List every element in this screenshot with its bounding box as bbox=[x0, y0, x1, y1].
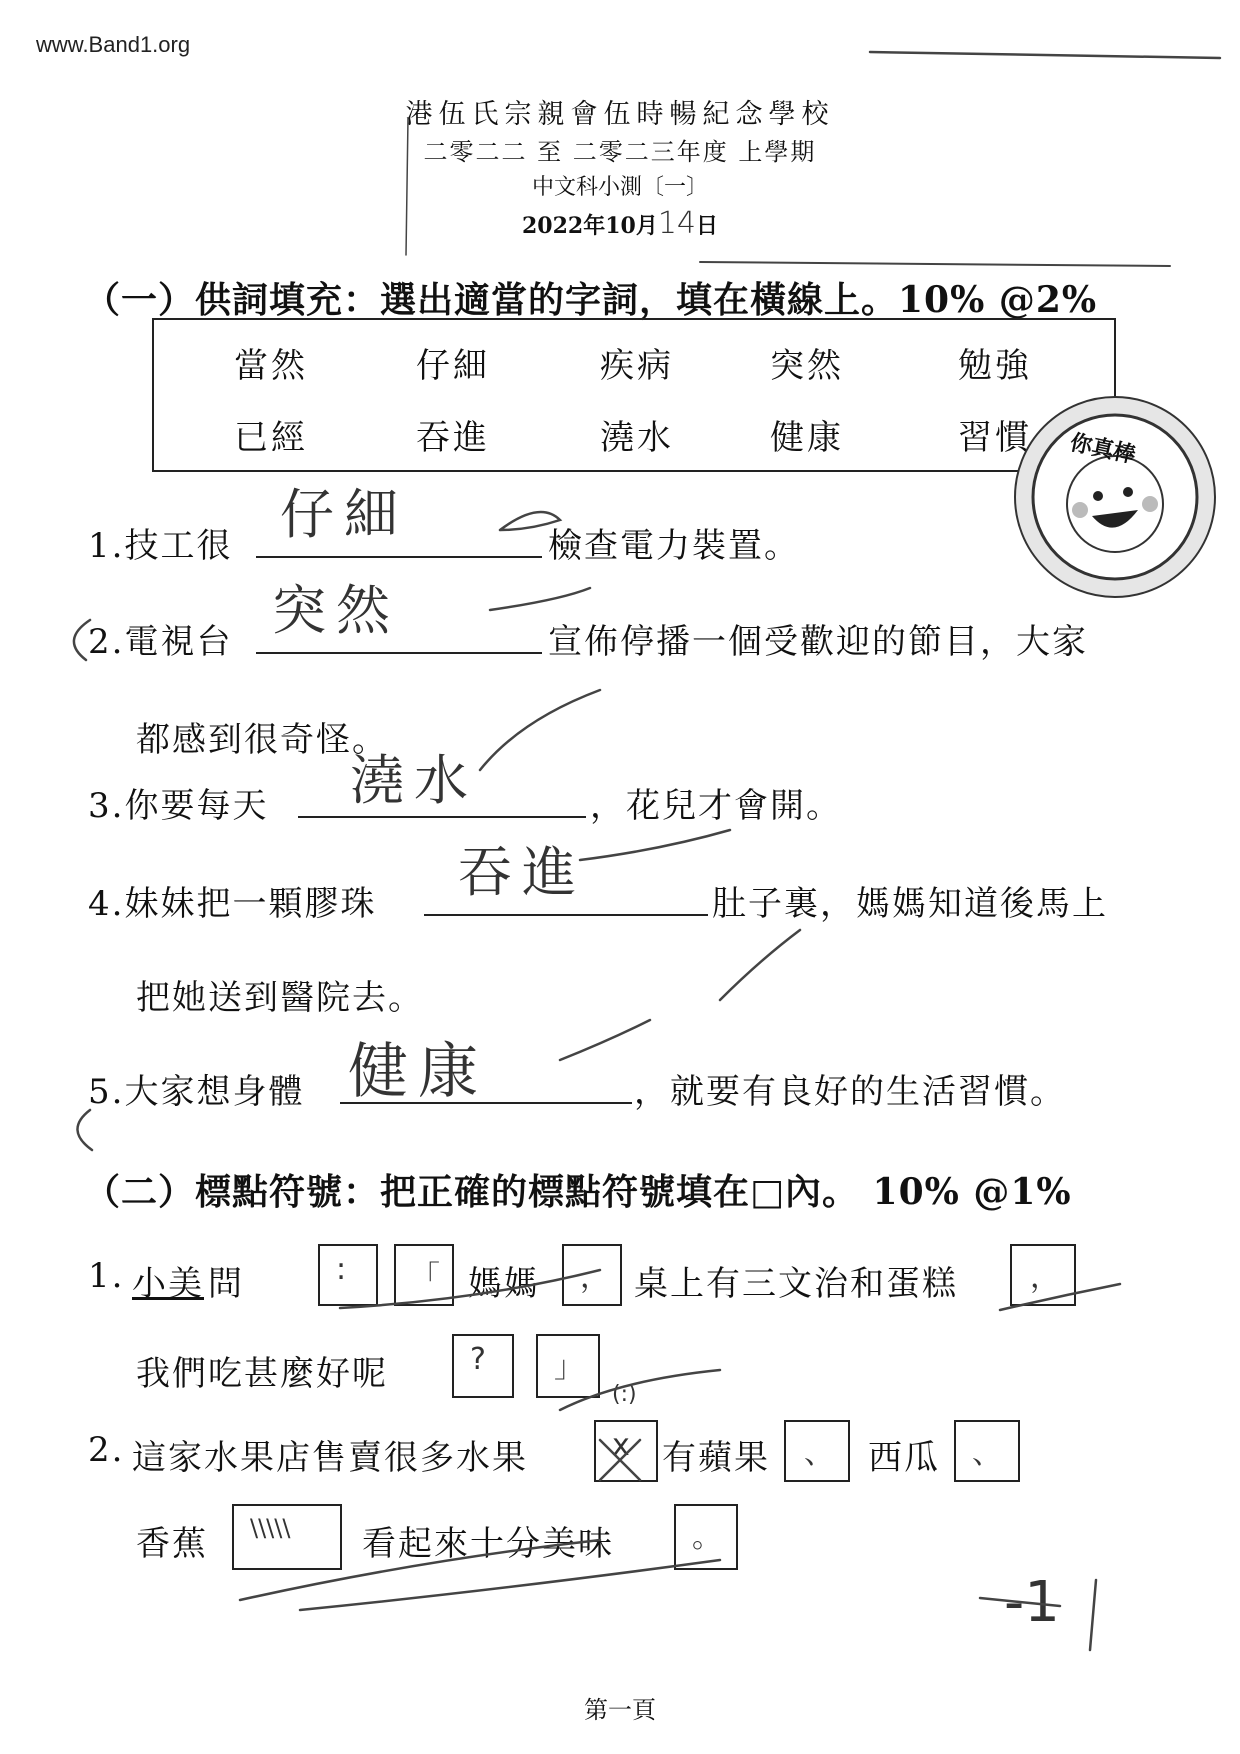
word-bank-item: 已經 bbox=[234, 418, 308, 458]
handwritten-mark: 、 bbox=[804, 1436, 834, 1471]
word-bank-item: 習慣 bbox=[958, 418, 1032, 458]
s2q2-text1: 這家水果店售賣很多水果 bbox=[132, 1438, 528, 1478]
sticker-text: 你真棒 bbox=[1067, 429, 1138, 469]
word-bank-item: 突然 bbox=[770, 346, 844, 386]
date-day-handwritten: 14 bbox=[657, 206, 697, 241]
handwritten-mark: \\\\\ bbox=[250, 1514, 291, 1542]
date-prefix: 2022年10月 bbox=[521, 213, 658, 239]
handwritten-mark: x bbox=[612, 1428, 630, 1463]
word-bank-item: 仔細 bbox=[416, 346, 490, 386]
q4-prefix: 4.妹妹把一顆膠珠 bbox=[88, 884, 377, 924]
s2q1-text1: 問 bbox=[208, 1264, 244, 1304]
handwritten-mark: : bbox=[336, 1252, 347, 1287]
q2-suffix: 宣佈停播一個受歡迎的節目，大家 bbox=[548, 622, 1088, 662]
school-name: 港伍氏宗親會伍時暢紀念學校 bbox=[405, 99, 835, 130]
date-suffix: 日 bbox=[696, 213, 719, 239]
word-bank-item: 吞進 bbox=[416, 418, 490, 458]
correction-note: (:) bbox=[612, 1382, 637, 1407]
deduction-score: -1 bbox=[1004, 1570, 1060, 1635]
q1-handwritten-answer: 仔細 bbox=[280, 483, 408, 546]
section2-title: （二）標點符號：把正確的標點符號填在□內。 10% @1% bbox=[84, 1171, 1072, 1213]
test-title: 中文科小測〔一〕 bbox=[531, 175, 708, 200]
s2q2-number: 2. bbox=[88, 1430, 125, 1470]
website-watermark: www.Band1.org bbox=[36, 32, 191, 57]
s2q2-text2: 有蘋果 bbox=[662, 1438, 770, 1478]
handwritten-mark: 。 bbox=[692, 1520, 722, 1555]
section1-title: （一）供詞填充：選出適當的字詞，填在橫線上。10% @2% bbox=[84, 279, 1098, 321]
q1-prefix: 1.技工很 bbox=[88, 526, 233, 566]
handwritten-mark: 」 bbox=[554, 1350, 584, 1385]
s2q2-line2b: 看起來十分美味 bbox=[362, 1524, 614, 1564]
s2q2-line2a: 香蕉 bbox=[136, 1524, 208, 1564]
q1-suffix: 檢查電力裝置。 bbox=[548, 526, 800, 566]
q5-prefix: 5.大家想身體 bbox=[88, 1072, 305, 1112]
page-number: 第一頁 bbox=[584, 1696, 656, 1724]
q2-continuation: 都感到很奇怪。 bbox=[136, 720, 388, 760]
academic-year: 二零二二 至 二零二三年度 上學期 bbox=[423, 138, 817, 166]
s2q1-text3: 桌上有三文治和蛋糕 bbox=[634, 1264, 958, 1304]
q2-handwritten-answer: 突然 bbox=[272, 579, 400, 642]
q3-suffix: ，花兒才會開。 bbox=[590, 786, 842, 826]
q2-prefix: 2.電視台 bbox=[88, 622, 233, 662]
s2q1-text2: 媽媽 bbox=[468, 1264, 540, 1304]
q4-suffix: 肚子裏，媽媽知道後馬上 bbox=[712, 884, 1108, 924]
handwritten-mark: 、 bbox=[972, 1436, 1002, 1471]
handwritten-mark: ? bbox=[470, 1342, 486, 1377]
word-bank-item: 澆水 bbox=[600, 418, 674, 458]
q5-handwritten-answer: 健康 bbox=[348, 1037, 488, 1107]
handwritten-mark: 「 bbox=[410, 1260, 440, 1295]
q4-continuation: 把她送到醫院去。 bbox=[136, 978, 424, 1018]
word-bank-item: 當然 bbox=[234, 346, 308, 386]
word-bank-item: 疾病 bbox=[600, 346, 674, 386]
handwritten-mark: ， bbox=[1030, 1260, 1060, 1295]
q5-suffix: ，就要有良好的生活習慣。 bbox=[634, 1072, 1066, 1112]
s2q2-text3: 西瓜 bbox=[868, 1438, 940, 1478]
word-bank-item: 勉強 bbox=[958, 346, 1032, 386]
word-bank-item: 健康 bbox=[770, 418, 844, 458]
q4-handwritten-answer: 吞進 bbox=[458, 841, 586, 904]
s2q1-name: 小美 bbox=[132, 1264, 204, 1304]
q3-prefix: 3.你要每天 bbox=[88, 786, 269, 826]
handwritten-mark: ， bbox=[580, 1260, 610, 1295]
s2q1-line2: 我們吃甚麼好呢 bbox=[136, 1354, 388, 1394]
q3-handwritten-answer: 澆水 bbox=[350, 749, 478, 812]
s2q1-number: 1. bbox=[88, 1256, 125, 1296]
